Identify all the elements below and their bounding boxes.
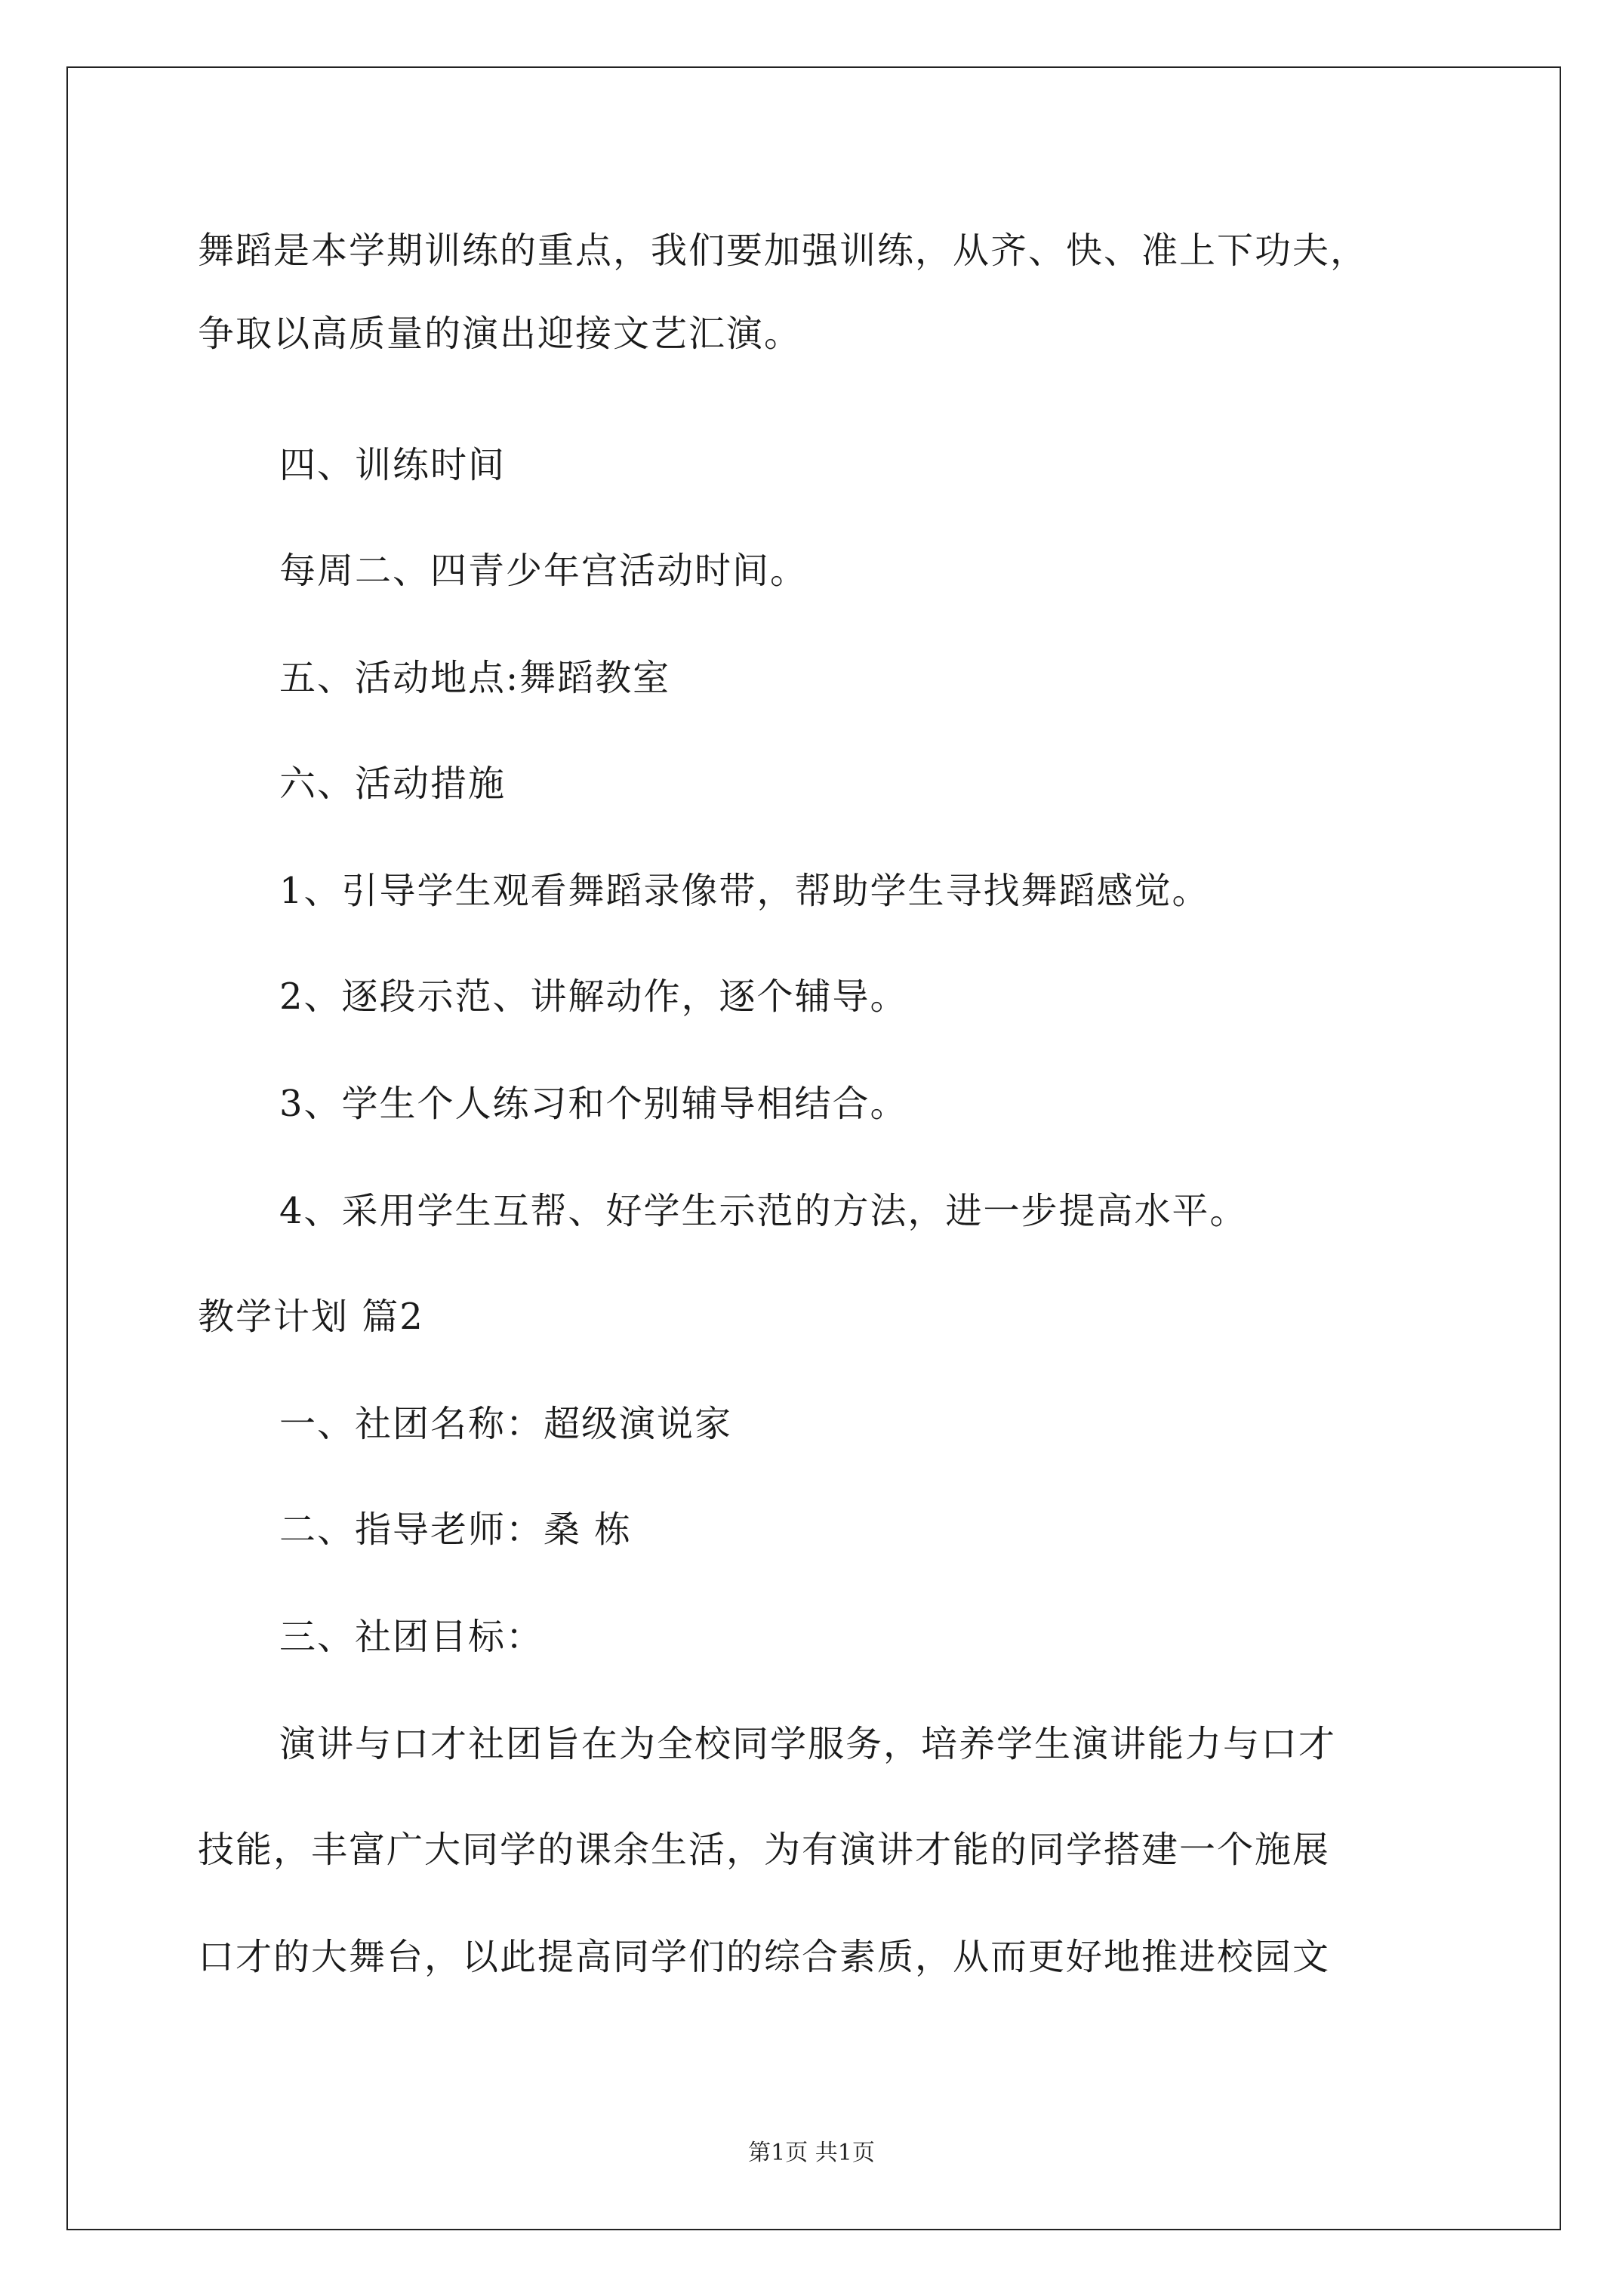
list-item-1: 1、引导学生观看舞蹈录像带，帮助学生寻找舞蹈感觉。 (279, 870, 1210, 912)
list-item-2: 2、逐段示范、讲解动作，逐个辅导。 (279, 975, 908, 1018)
paragraph-goals-line-2: 技能，丰富广大同学的课余生活，为有演讲才能的同学搭建一个施展 (198, 1829, 1331, 1871)
list-item-3: 3、学生个人练习和个别辅导相结合。 (279, 1083, 908, 1125)
section-heading-location: 五、活动地点:舞蹈教室 (279, 657, 671, 699)
section-heading-measures: 六、活动措施 (279, 763, 507, 805)
chapter-title: 教学计划 篇2 (198, 1296, 424, 1338)
paragraph-training-time: 每周二、四青少年宫活动时间。 (279, 550, 808, 592)
page-border (66, 66, 1561, 2230)
club-teacher: 二、指导老师：桑 栋 (279, 1509, 633, 1551)
list-item-4: 4、采用学生互帮、好学生示范的方法，进一步提高水平。 (279, 1190, 1248, 1232)
paragraph-line-1: 舞蹈是本学期训练的重点，我们要加强训练，从齐、快、准上下功夫， (198, 230, 1369, 272)
paragraph-goals-line-3: 口才的大舞台，以此提高同学们的综合素质，从而更好地推进校园文 (198, 1936, 1331, 1978)
club-name: 一、社团名称：超级演说家 (279, 1403, 733, 1445)
page-footer: 第1页 共1页 (748, 2140, 875, 2166)
section-heading-training-time: 四、训练时间 (279, 444, 507, 486)
paragraph-line-2: 争取以高质量的演出迎接文艺汇演。 (198, 313, 802, 355)
section-heading-club-goals: 三、社团目标： (279, 1616, 544, 1658)
paragraph-goals-line-1: 演讲与口才社团旨在为全校同学服务，培养学生演讲能力与口才 (279, 1723, 1337, 1765)
